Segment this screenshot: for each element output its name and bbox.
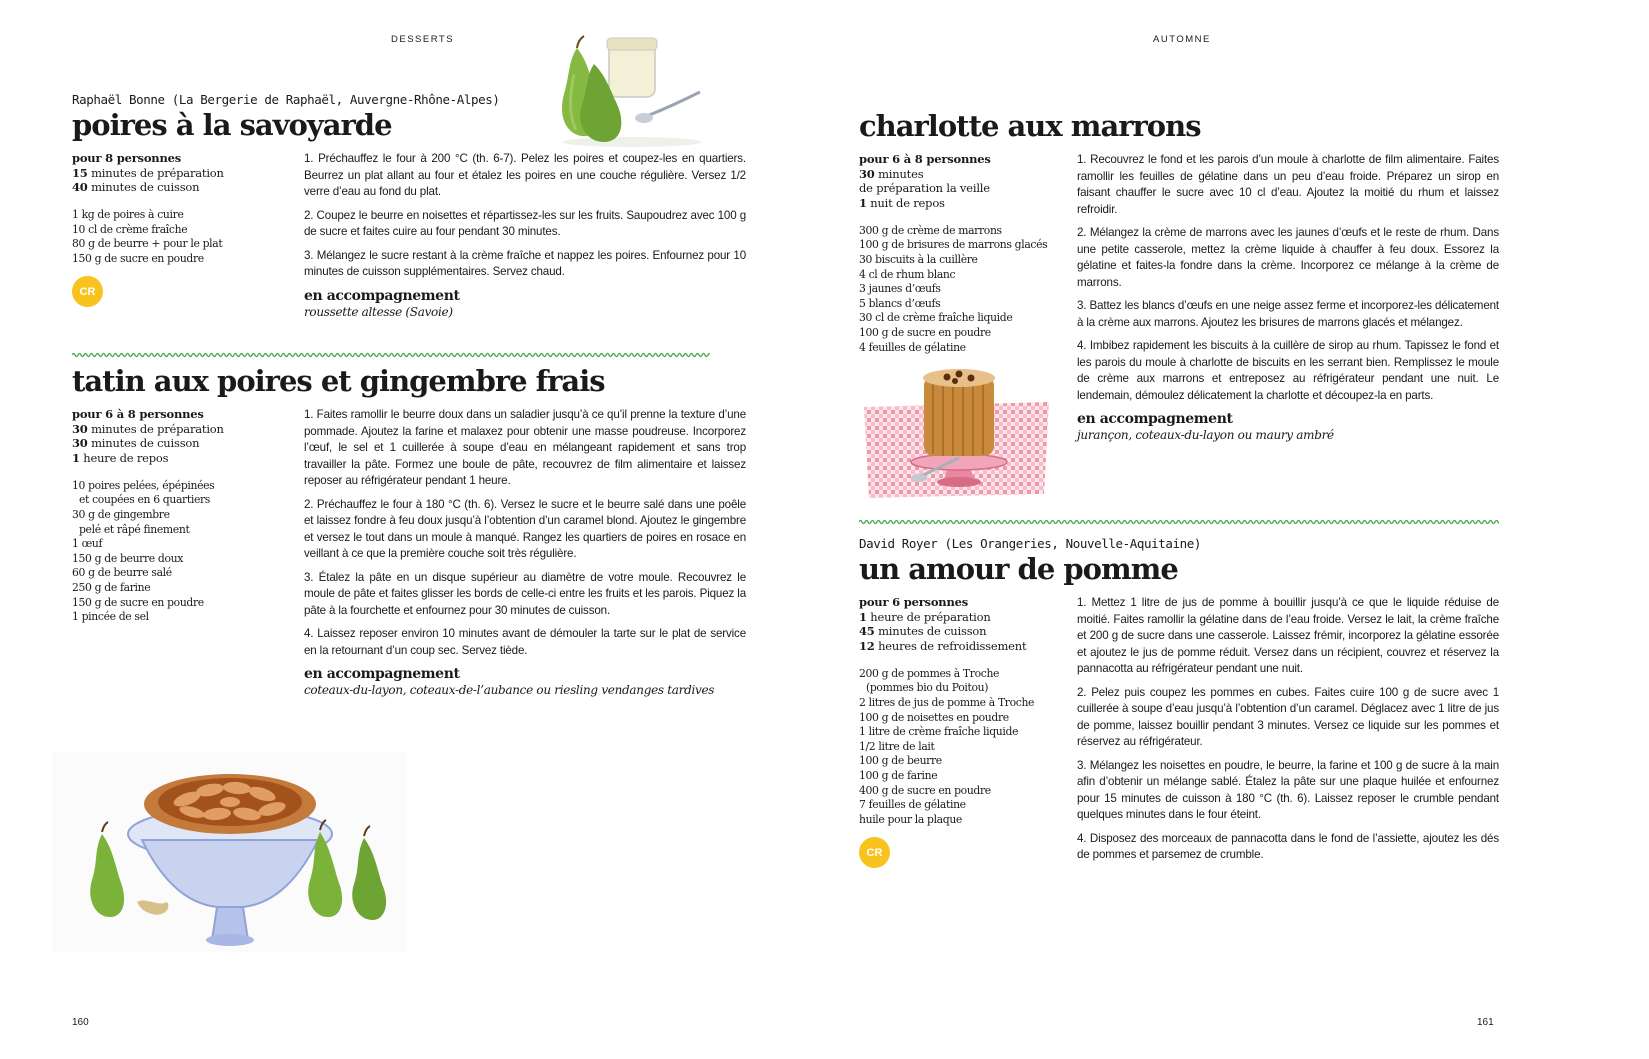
running-head: AUTOMNE: [1153, 34, 1211, 45]
recipe-author: David Royer (Les Orangeries, Nouvelle-Aquitaine): [859, 536, 1202, 551]
ingredient-list: [72, 208, 282, 266]
recipe-charlotte-marrons: [859, 109, 1501, 442]
ingredient-item: 30 cl de crème fraîche liquide: [859, 311, 1013, 325]
ingredient-item: 1/2 litre de lait: [859, 739, 935, 753]
recipe-sidebar: [72, 151, 282, 307]
recipe-meta: [72, 151, 282, 195]
ingredient-item: 150 g de beurre doux: [72, 551, 183, 565]
method-step: 2. Pelez puis coupez les pommes en cubes. Faites cuire 100 g de sucre avec 1 cuillerée à soupe d’eau jusqu’à l’obtention d’un caramel. Déglacez avec 1 litre de jus de pomme, laissez bouillir pendant 3 minutes. Versez ce liquide sur les pommes et réservez au réfrigérateur.: [1077, 685, 1499, 748]
recipe-method: [304, 407, 746, 699]
meta-line: pour 6 à 8 personnes: [859, 152, 991, 166]
meta-line: 30 minutes de cuisson: [72, 436, 200, 451]
ingredient-item: 100 g de brisures de marrons glacés: [859, 238, 1048, 252]
meta-line: 1 heure de préparation: [859, 609, 991, 624]
ingredient-item: 30 g de gingembre: [72, 508, 170, 521]
ingredient-item: 100 g de beurre: [859, 754, 942, 768]
meta-line: pour 6 à 8 personnes: [72, 407, 204, 421]
method-step: 3. Battez les blancs d’œufs en une neige assez ferme et incorporez-les délicatement à la crème aux marrons. Ajoutez les brisures de marrons glacés et mélangez.: [1077, 299, 1499, 329]
ingredient-item: 7 feuilles de gélatine: [859, 798, 966, 812]
ingredient-item: 10 poires pelées, épépinées: [72, 478, 215, 492]
meta-line: pour 8 personnes: [72, 151, 182, 165]
ingredient-item: 150 g de sucre en poudre: [72, 595, 204, 609]
recipe-tatin-poires: [72, 364, 746, 697]
ingredient-item: 3 jaunes d’œufs: [859, 282, 941, 296]
meta-line: pour 6 personnes: [859, 595, 969, 609]
divider-wavy: [72, 351, 710, 359]
ingredient-item: 100 g de farine: [859, 768, 938, 782]
method-step: 1. Recouvrez le fond et les parois d’un moule à charlotte de film alimentaire. Faites ramollir les feuilles de gélatine dans un peu d’eau froide. Préparez un sirop en faisant chauffer le sucre avec 10 cl d’eau. Ajoutez la moitié du rhum et laissez refroidir.: [1077, 153, 1499, 216]
ingredient-item: huile pour la plaque: [859, 812, 962, 826]
ingredient-item: 5 blancs d’œufs: [859, 296, 941, 310]
meta-line: 45 minutes de cuisson: [859, 624, 987, 639]
recipe-method: [1077, 152, 1499, 444]
recipe-author: Raphaël Bonne (La Bergerie de Raphaël, Auvergne-Rhône-Alpes): [72, 92, 500, 107]
ingredient-item: 200 g de pommes à Troche: [859, 666, 1000, 680]
meta-line: 15 minutes de préparation: [72, 165, 224, 180]
meta-line: 30 minutes de préparation: [72, 421, 224, 436]
pairing-label: en accompagnement: [304, 287, 460, 304]
charlotte-cake-illustration: [859, 362, 1054, 502]
method-step: 4. Laissez reposer environ 10 minutes avant de démouler la tarte sur le plat de service en la retournant d’un coup sec. Servez tiède.: [304, 627, 746, 657]
page-number: 160: [72, 1017, 89, 1028]
recipe-meta: [859, 152, 1069, 211]
ingredient-item: et coupées en 6 quartiers: [79, 493, 210, 507]
recipe-meta: [859, 595, 1069, 654]
meta-line: 30 minutes: [859, 166, 924, 181]
ingredient-item: 2 litres de jus de pomme à Troche: [859, 696, 1035, 709]
ingredient-item: 10 cl de crème fraîche: [72, 222, 188, 236]
method-step: 2. Mélangez la crème de marrons avec les jaunes d’œufs et le reste de rhum. Dans une petite casserole, mettez la crème liquide à chauffer à feu doux. Essorez la gélatine et faites-la fondre dans la crème. Incorporez ce mélange à la crème de marrons.: [1077, 226, 1499, 289]
ingredient-item: (pommes bio du Poitou): [866, 681, 989, 695]
cr-badge: CR: [72, 276, 103, 307]
ingredient-item: 1 kg de poires à cuire: [72, 208, 184, 222]
recipe-poires-savoyarde: [72, 92, 746, 319]
meta-line: 12 heures de refroidissement: [859, 639, 1027, 654]
ingredient-item: 30 biscuits à la cuillère: [859, 253, 978, 266]
recipe-sidebar: [72, 407, 282, 625]
meta-line: de préparation la veille: [859, 181, 990, 196]
ingredient-item: 1 litre de crème fraîche liquide: [859, 725, 1019, 739]
pairing-text: jurançon, coteaux-du-layon ou maury ambré: [1077, 428, 1334, 442]
ingredient-item: 100 g de sucre en poudre: [859, 325, 991, 339]
recipe-method: [1077, 595, 1499, 871]
ingredient-item: 100 g de noisettes en poudre: [859, 710, 1009, 724]
left-page: [0, 0, 824, 1059]
ingredient-item: 4 feuilles de gélatine: [859, 340, 966, 354]
ingredient-item: 300 g de crème de marrons: [859, 223, 1002, 237]
recipe-sidebar: [859, 595, 1069, 868]
recipe-meta: [72, 407, 282, 466]
pairing-text: roussette altesse (Savoie): [304, 304, 453, 319]
ingredient-item: 250 g de farine: [72, 580, 151, 594]
recipe-title: charlotte aux marrons: [859, 109, 1201, 143]
recipe-title: un amour de pomme: [859, 552, 1178, 586]
pairing-label: en accompagnement: [1077, 411, 1233, 427]
ingredient-item: 80 g de beurre + pour le plat: [72, 237, 223, 251]
meta-line: 1 nuit de repos: [859, 196, 945, 211]
method-step: 3. Mélangez les noisettes en poudre, le beurre, la farine et 100 g de sucre à la main afin d’obtenir un mélange sablé. Étalez la pâte sur une plaque huilée et enfournez pour 15 minutes de cuisson à 180 °C (th. 6). Laissez reposer le crumble pendant quelques minutes dans le four éteint.: [1077, 758, 1499, 821]
method-step: 1. Faites ramollir le beurre doux dans un saladier jusqu’à ce qu’il prenne la texture d’une pommade. Ajoutez la farine et malaxez pour obtenir une masse poudreuse. Incorporez l’œuf, le sel et 1 cuillerée à soupe d’eau en mélangeant rapidement et sans trop travailler la pâte. Formez une boule de pâte, recouvrez de film alimentaire et laissez reposer au réfrigérateur pendant 1 heure.: [304, 408, 746, 487]
running-head: DESSERTS: [391, 34, 455, 45]
method-step: 2. Coupez le beurre en noisettes et répartissez-les sur les fruits. Saupoudrez avec 100 g de sucre et faites cuire au four pendant 30 minutes.: [304, 208, 746, 238]
method-step: 3. Étalez la pâte en un disque supérieur au diamètre de votre moule. Recouvrez le moule de pâte et faites glisser les bords de celle-ci entre les fruits et les parois. Piquez la pâte à la fourchette et enfournez pour 30 minutes de cuisson.: [304, 570, 746, 617]
meta-line: 1 heure de repos: [72, 451, 169, 466]
meta-line: 40 minutes de cuisson: [72, 180, 200, 195]
ingredient-list: [859, 667, 1069, 828]
pear-tart-illustration: [52, 752, 407, 952]
page-number: 161: [1477, 1017, 1494, 1028]
ingredient-item: 60 g de beurre salé: [72, 566, 172, 580]
right-page: [824, 0, 1649, 1059]
ingredient-list: [72, 479, 282, 625]
recipe-method: [304, 151, 746, 321]
ingredient-item: pelé et râpé finement: [79, 522, 190, 536]
recipe-amour-de-pomme: [859, 536, 1501, 861]
method-step: 1. Préchauffez le four à 200 °C (th. 6-7). Pelez les poires et coupez-les en quartiers. Beurrez un plat allant au four et étalez les poires en une couche régulière. Versez 1/2 verre d’eau au fond du plat.: [304, 152, 746, 198]
recipe-title: tatin aux poires et gingembre frais: [72, 364, 605, 398]
method-step: 4. Disposez des morceaux de pannacotta dans le fond de l’assiette, ajoutez les dés de pommes et parsemez de crumble.: [1077, 831, 1499, 861]
ingredient-item: 1 pincée de sel: [72, 610, 149, 624]
recipe-title: poires à la savoyarde: [72, 108, 392, 142]
divider-wavy: [859, 518, 1499, 526]
cr-badge: CR: [859, 837, 890, 868]
ingredient-item: 1 œuf: [72, 537, 103, 551]
recipe-sidebar: [859, 152, 1069, 355]
ingredient-item: 4 cl de rhum blanc: [859, 267, 956, 281]
ingredient-item: 150 g de sucre en poudre: [72, 251, 204, 265]
ingredient-item: 400 g de sucre en poudre: [859, 783, 991, 797]
method-step: 3. Mélangez le sucre restant à la crème fraîche et nappez les poires. Enfournez pour 10 minutes de cuisson supplémentaires. Servez chaud.: [304, 248, 746, 278]
pairing-label: en accompagnement: [304, 666, 460, 682]
ingredient-list: [859, 224, 1069, 355]
method-step: 2. Préchauffez le four à 180 °C (th. 6). Versez le sucre et le beurre salé dans une poêle et laissez fondre à feu doux jusqu’à l’obtention d’un caramel blond. Ajoutez le gingembre et versez le tout dans un moule à manqué. Rangez les quartiers de poires en rosace en veillant à ce que la première couche soit très régulière.: [304, 497, 746, 560]
method-step: 4. Imbibez rapidement les biscuits à la cuillère de sirop au rhum. Tapissez le fond et les parois du moule à charlotte de biscuits en les serrant bien. Remplissez le moule de crème aux marrons et entreposez au réfrigérateur pendant une nuit. Le lendemain, démoulez délicatement la charlotte et découpez-la en parts.: [1077, 339, 1499, 402]
pairing-text: coteaux-du-layon, coteaux-de-l’aubance ou riesling vendanges tardives: [304, 683, 715, 697]
method-step: 1. Mettez 1 litre de jus de pomme à bouillir jusqu’à ce que le liquide réduise de moitié. Faites ramollir la gélatine dans de l’eau froide. Versez le lait, la crème fraîche et 200 g de sucre dans une casserole. Laissez frémir, incorporez la gélatine essorée et ajoutez le jus de pomme réduit. Versez dans un récipient, couvrez et réservez la pannacotta au réfrigérateur pendant une nuit.: [1077, 596, 1499, 675]
